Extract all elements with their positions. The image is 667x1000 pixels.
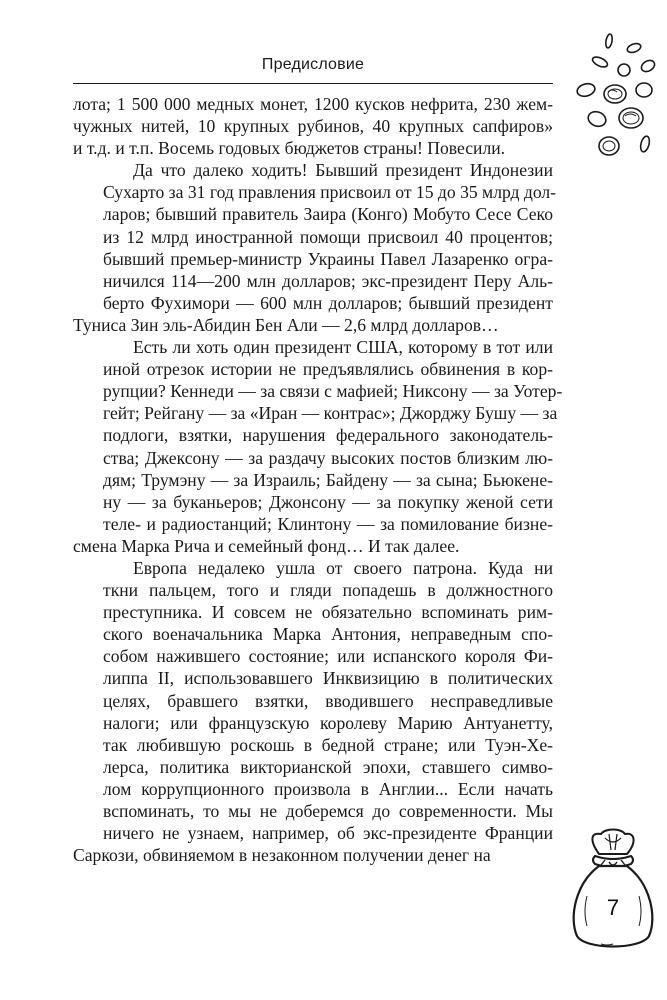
text-line: ничился 114—200 млн долларов; экс-президент Перу Аль- [103,270,553,291]
text-line: ства; Джексону — за раздачу высоких постов близким лю- [103,447,553,468]
text-line: Сухарто за 31 год правления присвоил от 15 до 35 млрд дол- [103,182,557,203]
text-line: Есть ли хоть один президент США, которому в тот или [133,337,553,358]
text-line: и т.д. и т.п. Восемь годовых бюджетов страны! Повесили. [73,138,506,159]
text-line: бывший премьер-министр Украины Павел Лазаренко огра- [103,248,553,269]
text-line: собом нажившего состояние; или испанского короля Фи- [103,646,553,667]
text-line: ничего не узнаем, например, об экс-президенте Франции [103,823,553,844]
text-line: смена Марка Рича и семейный фонд… И так далее. [73,535,460,556]
text-line: вспоминать, то мы не доберемся до современности. Мы [103,801,553,821]
paragraph [73,93,553,159]
text-line: дям; Трумэну — за Израиль; Байдену — за сына; Бьюкене- [103,469,553,490]
text-line: целях, бравшего взятки, вводившего несправедливые [103,690,553,711]
page-number: 7 [606,895,620,920]
money-bag-illustration [565,826,661,954]
text-line: Европа недалеко ушла от своего патрона. Куда ни [133,557,553,578]
running-header: Предисловие [261,56,365,73]
text-line: ткни пальцем, того и гляди попадешь в должностного [103,580,553,601]
text-line: липпа II, использовавшего Инквизицию в политических [103,668,553,689]
text-line: лом коррупционного произвола в Англии... Если начать [103,778,553,799]
text-line: теле- и радиостанций; Клинтону — за помилование бизне- [103,513,553,534]
text-line: чужных нитей, 10 крупных рубинов, 40 крупных сапфиров» [73,116,553,137]
text-line: Туниса Зин эль-Абидин Бен Али — 2,6 млрд долларов… [73,314,499,335]
paragraph [73,557,553,866]
text-line: ну — за буканьеров; Джонсону — за покупку женой сети [103,491,553,512]
paragraph [73,336,563,557]
text-line: берто Фухимори — 600 млн долларов; бывший президент [103,292,553,313]
text-line: подлоги, взятки, нарушения федерального законодатель- [103,425,553,446]
text-line: лерса, политика викторианской эпохи, ставшего симво- [103,756,553,777]
text-line: лота; 1 500 000 медных монет, 1200 кусков нефрита, 230 жем- [73,94,553,114]
header-rule [73,83,553,84]
text-line: ского военачальника Марка Антония, неправедным спо- [103,624,553,645]
coins-illustration [571,32,663,172]
text-line: Да что далеко ходить! Бывший президент Индонезии [133,160,553,181]
text-line: налоги; или французскую королеву Марию Антуанетту, [103,712,553,733]
body-text [73,93,563,866]
paragraph [73,159,557,336]
text-line: рупции? Кеннеди — за связи с мафией; Никсону — за Уотер- [103,381,563,402]
text-line: преступника. И совсем не обязательно вспоминать рим- [103,602,553,623]
text-line: Саркози, обвиняемом в незаконном получении денег на [73,845,491,866]
text-line: иной отрезок истории не предъявлялись обвинения в кор- [103,359,553,380]
text-line: из 12 млрд иностранной помощи присвоил 40 процентов; [103,226,553,247]
text-line: ларов; бывший правитель Заира (Конго) Мобуто Сесе Секо [103,204,553,225]
text-line: гейт; Рейгану — за «Иран — контрас»; Джорджу Бушу — за [103,403,558,424]
text-line: так любившую роскошь в бедной стране; или Туэн-Хе- [103,734,553,755]
